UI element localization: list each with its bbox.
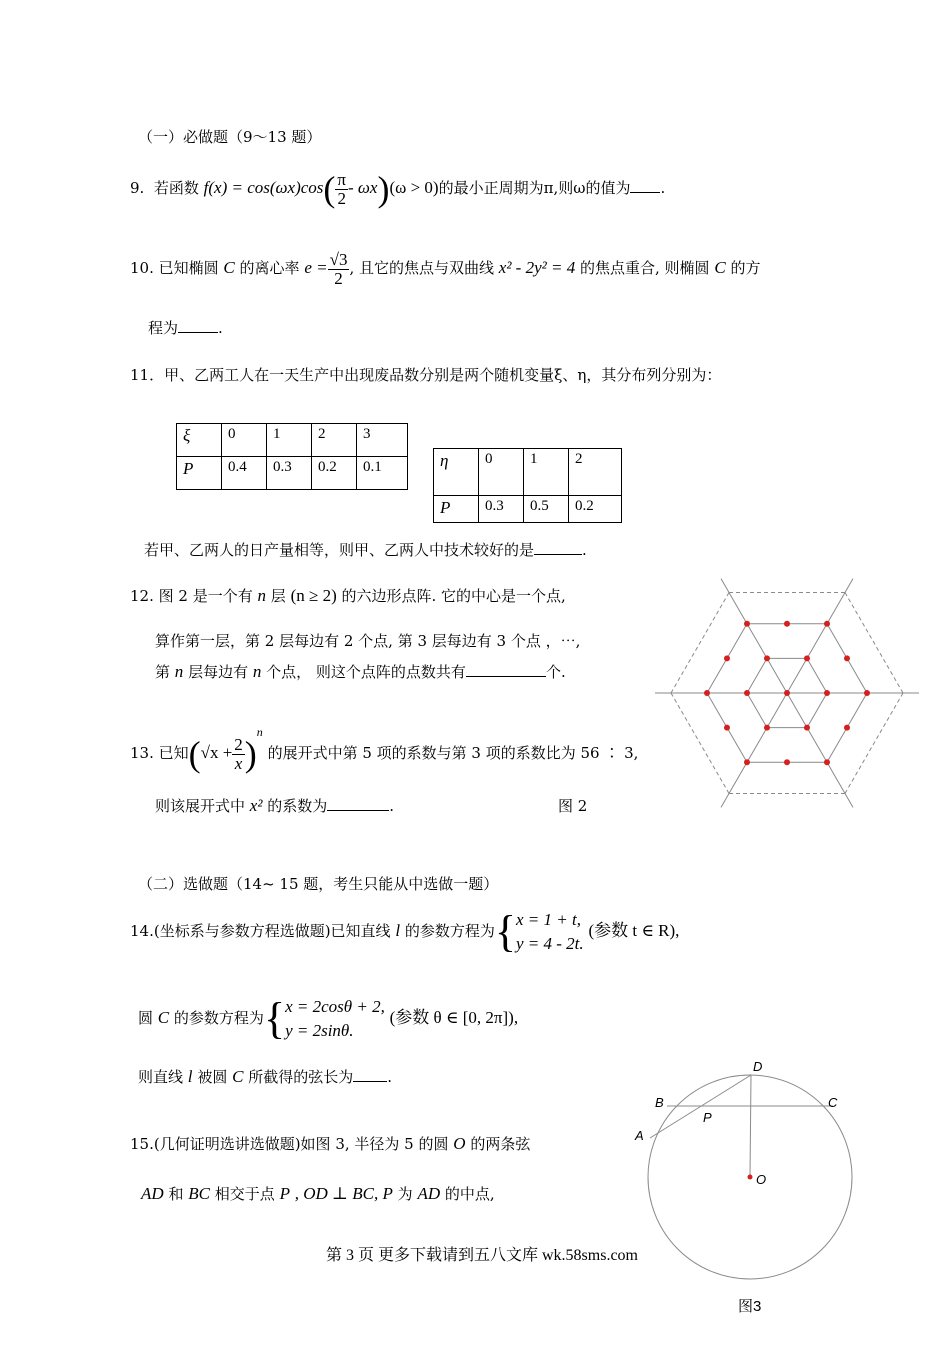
lattice-dot: [764, 725, 770, 731]
label-a: A: [635, 1128, 644, 1143]
label-d: D: [753, 1059, 763, 1074]
lattice-dot: [744, 690, 750, 696]
label-c: C: [828, 1095, 838, 1110]
eta-distribution-table: [433, 448, 622, 523]
lattice-line: [807, 658, 827, 693]
question-14-line3: 则直线 l 被圆 C 所截得的弦长为 .: [138, 1067, 393, 1086]
question-13-line2: 则该展开式中 x² 的系数为 .: [155, 796, 395, 815]
lattice-dot: [824, 759, 830, 765]
figure-3-caption: 图3: [738, 1298, 762, 1315]
lattice-dot: [844, 725, 850, 731]
lattice-dot: [724, 725, 730, 731]
lattice-line: [826, 579, 853, 626]
section-heading-optional: （二）选做题（14~ 15 题，考生只能从中选做一题）: [138, 875, 499, 893]
lattice-dot: [764, 655, 770, 661]
lattice-dot: [804, 725, 810, 731]
lattice-dot: [724, 655, 730, 661]
lattice-line: [721, 761, 748, 808]
hyperbola-equation: x² - 2y² = 4: [498, 258, 576, 277]
question-9: 9. 若函数 f(x) = cos(ωx)cos( $\frac{\pi}{2}$ - ωx)(ω > 0)的最小正周期为π,则ω的值为 .: [130, 169, 666, 209]
answer-blank[interactable]: [534, 540, 582, 555]
question-10-line2: 程为 .: [148, 319, 223, 337]
lattice-dot: [824, 690, 830, 696]
line-parametric-system: x = 1 + t, y = 4 - 2t.: [516, 910, 584, 953]
lattice-dot: [744, 621, 750, 627]
lattice-line: [807, 693, 827, 728]
question-13: 13. 已知(√x + $\frac{2}{x}$ )$^n$ 的展开式中第 5 项的系数与第 3 项的系数比为 56 ∶ 3,: [130, 725, 639, 774]
circle-chord-figure: [620, 1055, 870, 1345]
question-14: 14.(坐标系与参数方程选做题)已知直线 l 的参数方程为{ x = 1 + t, y = 4 - 2t. (参数 t ∈ R),: [130, 907, 680, 956]
lattice-dot: [784, 759, 790, 765]
answer-blank[interactable]: [178, 318, 218, 333]
center-dot: [748, 1175, 753, 1180]
lattice-line: [845, 693, 903, 793]
lattice-line: [747, 693, 767, 728]
label-o: O: [756, 1172, 767, 1187]
question-12-line3: 第 n 层每边有 n 个点， 则这个点阵的点数共有 个.: [155, 662, 566, 681]
q9-function: f(x) = cos(ωx)cos: [203, 178, 324, 197]
question-14-line2: 圆 C 的参数方程为{ x = 2cosθ + 2, y = 2sinθ. (参数 θ ∈ [0, 2π]),: [138, 994, 519, 1043]
lattice-line: [721, 579, 748, 626]
label-b: B: [655, 1095, 664, 1110]
question-15: 15.(几何证明选讲选做题)如图 3, 半径为 5 的圆 O 的两条弦: [130, 1134, 531, 1153]
table-row: P 0.4 0.3 0.2 0.1: [177, 457, 408, 490]
lattice-dot: [804, 655, 810, 661]
label-p: P: [703, 1110, 712, 1125]
lattice-dot: [744, 759, 750, 765]
lattice-dot: [784, 690, 790, 696]
lattice-dot: [784, 621, 790, 627]
answer-blank[interactable]: [327, 796, 389, 811]
segment-od: [750, 1075, 751, 1177]
xi-distribution-table: [176, 423, 408, 490]
lattice-dot: [704, 690, 710, 696]
question-15-line2: AD 和 BC 相交于点 P , OD ⊥ BC, P 为 AD 的中点,: [141, 1184, 495, 1203]
lattice-line: [671, 693, 729, 793]
lattice-line: [845, 593, 903, 693]
q10-fraction: $\frac{√3}{2}$: [329, 249, 348, 288]
lattice-dot: [824, 621, 830, 627]
section-heading-required: （一）必做题（9～13 题）: [138, 128, 322, 146]
table-row: η 0 1 2: [434, 449, 622, 496]
figure-2-caption: 图 2: [558, 797, 588, 815]
question-12-line2: 算作第一层，第 2 层每边有 2 个点, 第 3 层每边有 3 个点 ，⋯,: [155, 632, 581, 650]
question-11: 11．甲、乙两工人在一天生产中出现废品数分别是两个随机变量ξ、η，其分布列分别为：: [130, 366, 722, 384]
lattice-line: [826, 761, 853, 808]
answer-blank[interactable]: [466, 662, 546, 677]
lattice-line: [747, 658, 767, 693]
lattice-line: [671, 593, 729, 693]
q9-fraction: $\frac{\pi}{2}$: [337, 169, 347, 208]
lattice-dot: [864, 690, 870, 696]
table-row: ξ 0 1 2 3: [177, 424, 408, 457]
page-footer: 第 3 页 更多下载请到五八文库 wk.58sms.com: [326, 1247, 639, 1264]
answer-blank[interactable]: [353, 1067, 387, 1082]
question-11-answer-line: 若甲、乙两人的日产量相等，则甲、乙两人中技术较好的是 .: [144, 541, 587, 559]
question-12: 12. 图 2 是一个有 n 层 (n ≥ 2) 的六边形点阵. 它的中心是一个点,: [130, 586, 566, 605]
answer-blank[interactable]: [630, 178, 660, 193]
lattice-dot: [844, 655, 850, 661]
hexagon-dot-lattice-figure: [640, 572, 925, 812]
table-row: P 0.3 0.5 0.2: [434, 496, 622, 523]
question-10: 10. 已知椭圆 C 的离心率 e = $\frac{√3}{2}$ , 且它的焦点与双曲线 x² - 2y² = 4 的焦点重合, 则椭圆 C 的方: [130, 249, 761, 288]
circle-parametric-system: x = 2cosθ + 2, y = 2sinθ.: [285, 997, 385, 1040]
